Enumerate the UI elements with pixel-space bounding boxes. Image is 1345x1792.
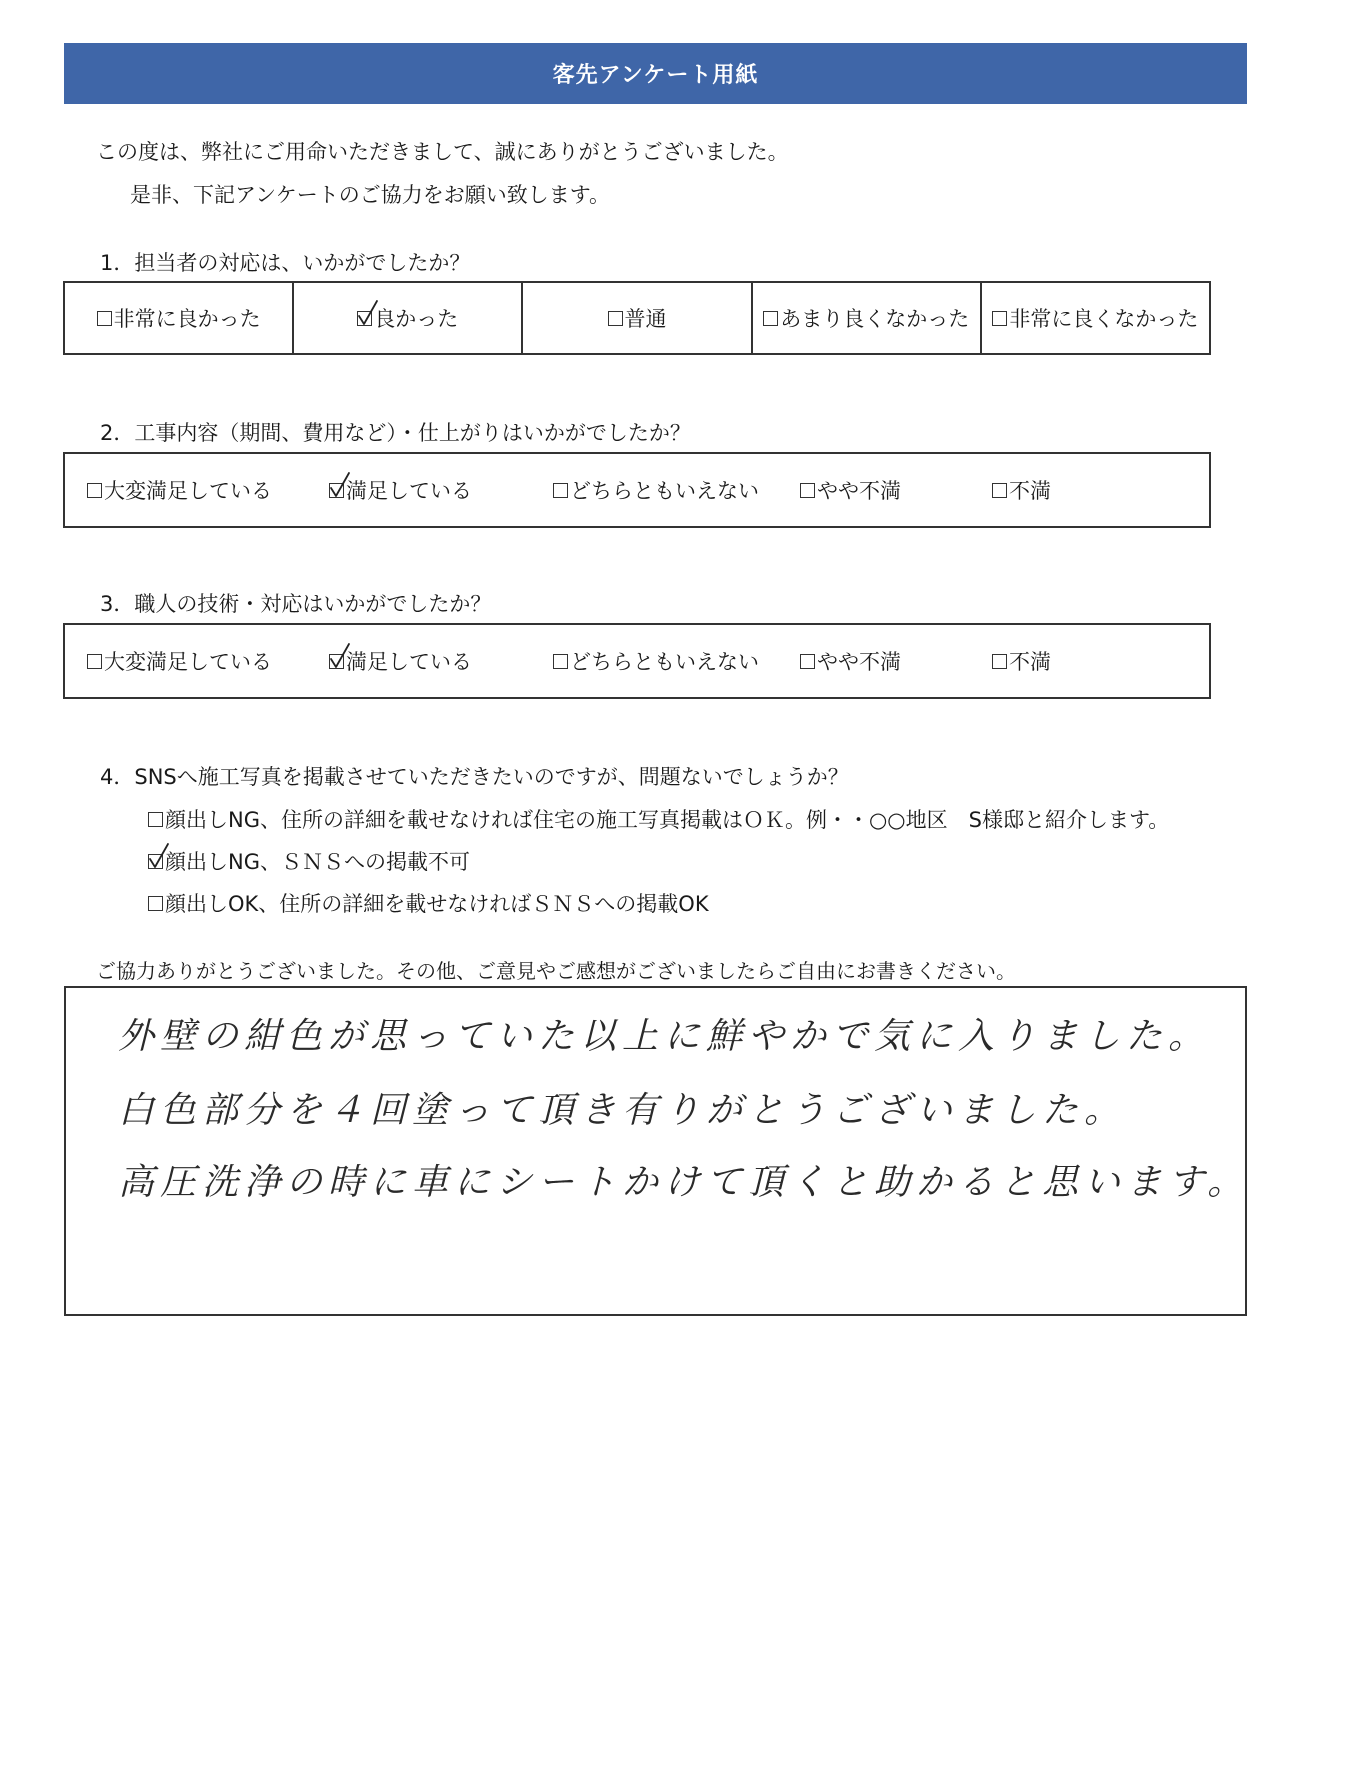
q4-option-2-label: 顔出しNG、ＳＮＳへの掲載不可 [165, 850, 470, 874]
comment-line-2: 白色部分を４回塗って頂き有りがとうございました。 [118, 1090, 1127, 1131]
q3-checkbox-1[interactable] [87, 654, 102, 669]
q3-option-5-label: 不満 [1009, 650, 1051, 674]
q2-checkbox-3[interactable] [553, 483, 568, 498]
q3-option-4[interactable] [800, 625, 901, 697]
q1-option-4[interactable] [753, 283, 982, 353]
q4-option-2[interactable] [148, 846, 470, 876]
q2-option-4-label: やや不満 [817, 479, 901, 503]
q2-option-3[interactable] [553, 454, 759, 526]
q1-checkbox-1[interactable] [97, 311, 112, 326]
q4-option-1-label: 顔出しNG、住所の詳細を載せなければ住宅の施工写真掲載はＯＫ。例・・○○地区 S様邸と紹介します。 [165, 808, 1170, 832]
q4-checkbox-3[interactable] [148, 896, 163, 911]
q3-option-4-label: やや不満 [817, 650, 901, 674]
form-title: 客先アンケート用紙 [64, 43, 1247, 104]
comment-box[interactable] [64, 986, 1250, 1316]
q1-option-1[interactable] [65, 283, 294, 353]
intro-line-2: 是非、下記アンケートのご協力をお願い致します。 [130, 183, 611, 207]
q1-option-2-label: 良かった [374, 307, 459, 331]
q3-options [63, 623, 1211, 699]
q4-checkbox-1[interactable] [148, 812, 163, 827]
q1-title: 1．担当者の対応は、いかがでしたか？ [100, 251, 471, 275]
q2-option-2-label: 満足している [346, 479, 472, 503]
q2-option-3-label: どちらともいえない [570, 479, 759, 503]
checkmark-icon [329, 472, 351, 498]
q2-option-2[interactable] [329, 454, 472, 526]
q3-checkbox-5[interactable] [992, 654, 1007, 669]
comment-line-3: 高圧洗浄の時に車にシートかけて頂くと助かると思います。 [118, 1162, 1250, 1203]
q1-option-1-label: 非常に良かった [113, 307, 261, 331]
q3-option-5[interactable] [992, 625, 1051, 697]
q1-checkbox-2[interactable] [357, 311, 372, 326]
q3-option-3-label: どちらともいえない [570, 650, 759, 674]
q3-title: 3．職人の技術・対応はいかがでしたか？ [100, 592, 492, 616]
checkmark-icon [357, 300, 379, 326]
q3-option-1-label: 大変満足している [104, 650, 272, 674]
q1-option-4-label: あまり良くなかった [780, 307, 970, 331]
q3-option-2[interactable] [329, 625, 472, 697]
q2-checkbox-5[interactable] [992, 483, 1007, 498]
q1-checkbox-3[interactable] [608, 311, 623, 326]
checkmark-icon [329, 643, 351, 669]
q3-option-1[interactable] [87, 625, 272, 697]
q2-title: 2．工事内容（期間、費用など）・仕上がりはいかがでしたか？ [100, 421, 691, 445]
q2-option-1-label: 大変満足している [104, 479, 272, 503]
q1-option-5-label: 非常に良くなかった [1009, 307, 1199, 331]
q2-checkbox-4[interactable] [800, 483, 815, 498]
q2-option-5[interactable] [992, 454, 1051, 526]
q1-option-3[interactable] [523, 283, 752, 353]
q3-checkbox-3[interactable] [553, 654, 568, 669]
q2-checkbox-1[interactable] [87, 483, 102, 498]
q2-options [63, 452, 1211, 528]
q1-options [63, 281, 1211, 355]
q1-option-2[interactable] [294, 283, 523, 353]
intro-line-1: この度は、弊社にご用命いただきまして、誠にありがとうございました。 [96, 140, 789, 164]
q4-option-3[interactable] [148, 888, 709, 918]
comment-line-1: 外壁の紺色が思っていた以上に鮮やかで気に入りました。 [118, 1016, 1211, 1057]
q1-checkbox-5[interactable] [992, 311, 1007, 326]
q2-option-4[interactable] [800, 454, 901, 526]
q1-checkbox-4[interactable] [763, 311, 778, 326]
q3-option-2-label: 満足している [346, 650, 472, 674]
q3-checkbox-2[interactable] [329, 654, 344, 669]
q2-option-1[interactable] [87, 454, 272, 526]
q3-option-3[interactable] [553, 625, 759, 697]
q1-option-3-label: 普通 [624, 307, 667, 331]
checkmark-icon [148, 843, 170, 869]
q2-option-5-label: 不満 [1009, 479, 1051, 503]
q4-option-1[interactable] [148, 804, 1169, 834]
comment-label: ご協力ありがとうございました。その他、ご意見やご感想がございましたらご自由にお書きください。 [96, 959, 1016, 983]
q4-title: 4．SNSへ施工写真を掲載させていただきたいのですが、問題ないでしょうか？ [100, 765, 849, 789]
q2-checkbox-2[interactable] [329, 483, 344, 498]
q1-option-5[interactable] [982, 283, 1209, 353]
q4-option-3-label: 顔出しOK、住所の詳細を載せなければＳＮＳへの掲載OK [165, 892, 709, 916]
q4-checkbox-2[interactable] [148, 854, 163, 869]
q3-checkbox-4[interactable] [800, 654, 815, 669]
